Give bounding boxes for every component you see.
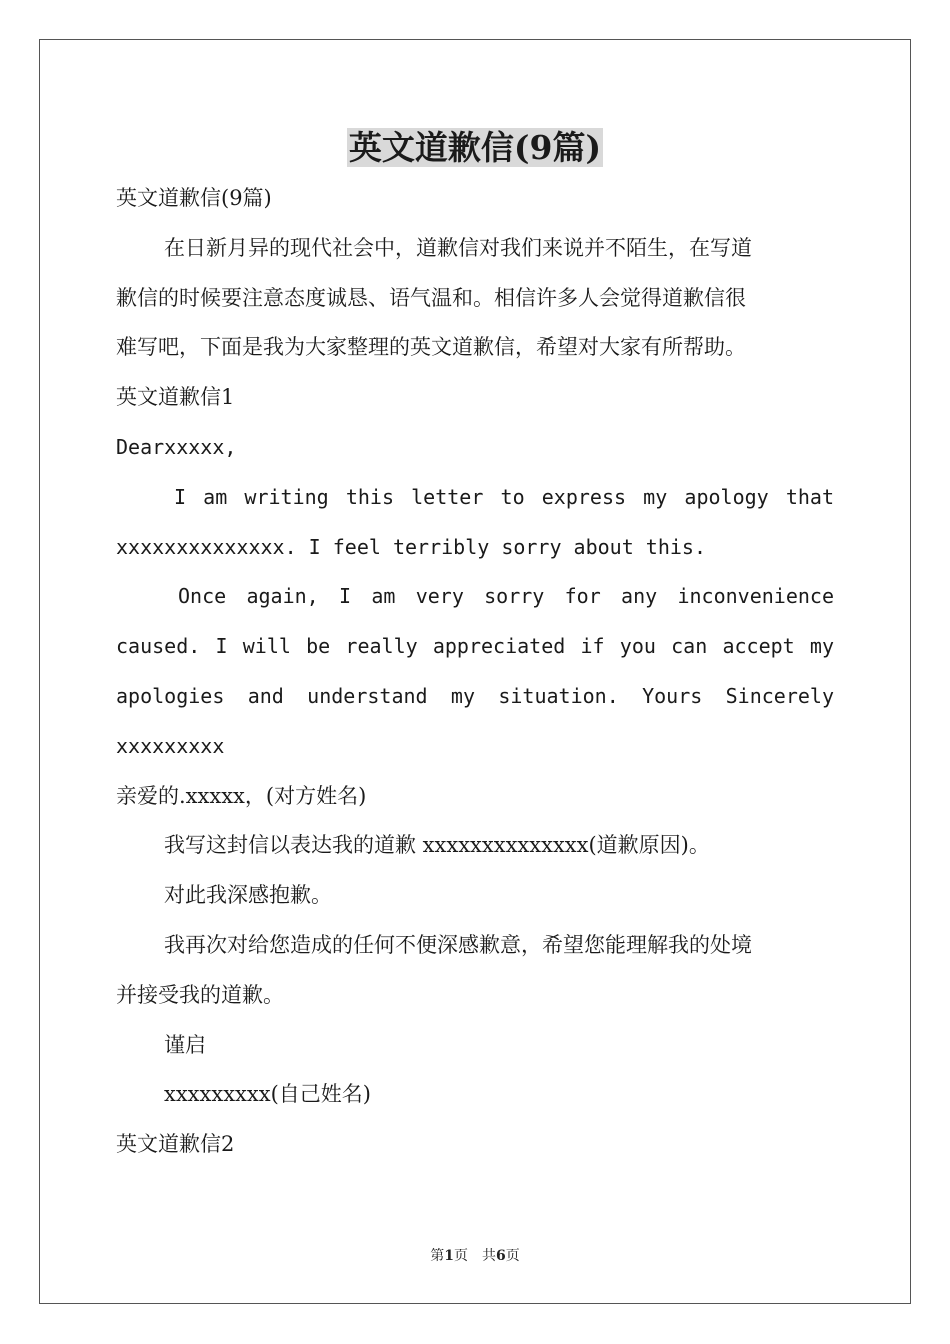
english-paragraph-2-line-3: apologies and understand my situation. Yours Sincerely [116,683,834,708]
chinese-paragraph-3-line-1: 我再次对给您造成的任何不便深感歉意，希望您能理解我的处境 [164,932,752,957]
english-paragraph-2-line-1: Once again, I am very sorry for any inconvenience [178,584,834,609]
page-number-prefix: 第 [430,1248,445,1264]
english-paragraph-2-line-2: caused. I will be really appreciated if you can accept my [116,634,834,659]
section-heading-2: 英文道歉信2 [116,1132,235,1157]
page-number-current: 1 [444,1248,454,1264]
english-paragraph-1-line-1: I am writing this letter to express my apology that [174,484,834,509]
intro-line-3: 难写吧，下面是我为大家整理的英文道歉信，希望对大家有所帮助。 [116,335,746,360]
page-total-suffix: 页 [505,1248,520,1264]
chinese-paragraph-3-line-2: 并接受我的道歉。 [116,982,284,1007]
chinese-paragraph-2: 对此我深感抱歉。 [164,883,332,908]
chinese-closing: 谨启 [164,1032,206,1057]
document-title-text: 英文道歉信(9篇) [348,128,602,167]
subtitle: 英文道歉信(9篇) [116,186,272,210]
english-paragraph-1-line-2: xxxxxxxxxxxxxx. I feel terribly sorry about this. [116,534,707,559]
document-body [116,174,834,1170]
chinese-greeting: 亲爱的.xxxxx，(对方姓名) [116,783,367,808]
english-signature: xxxxxxxxx [116,733,225,758]
intro-line-1: 在日新月异的现代社会中，道歉信对我们来说并不陌生，在写道 [164,235,752,260]
english-greeting: Dearxxxxx, [116,434,237,459]
section-heading-1: 英文道歉信1 [116,385,235,410]
page-number-suffix: 页 [454,1248,468,1264]
page-footer [0,1246,950,1266]
document-title [0,126,950,170]
intro-line-2: 歉信的时候要注意态度诚恳、语气温和。相信许多人会觉得道歉信很 [116,285,746,310]
page-total-count: 6 [496,1248,506,1264]
chinese-paragraph-1: 我写这封信以表达我的道歉 xxxxxxxxxxxxxx(道歉原因)。 [164,833,710,858]
chinese-signature: xxxxxxxxx(自己姓名) [164,1082,371,1107]
page-total-prefix: 共 [482,1248,496,1264]
